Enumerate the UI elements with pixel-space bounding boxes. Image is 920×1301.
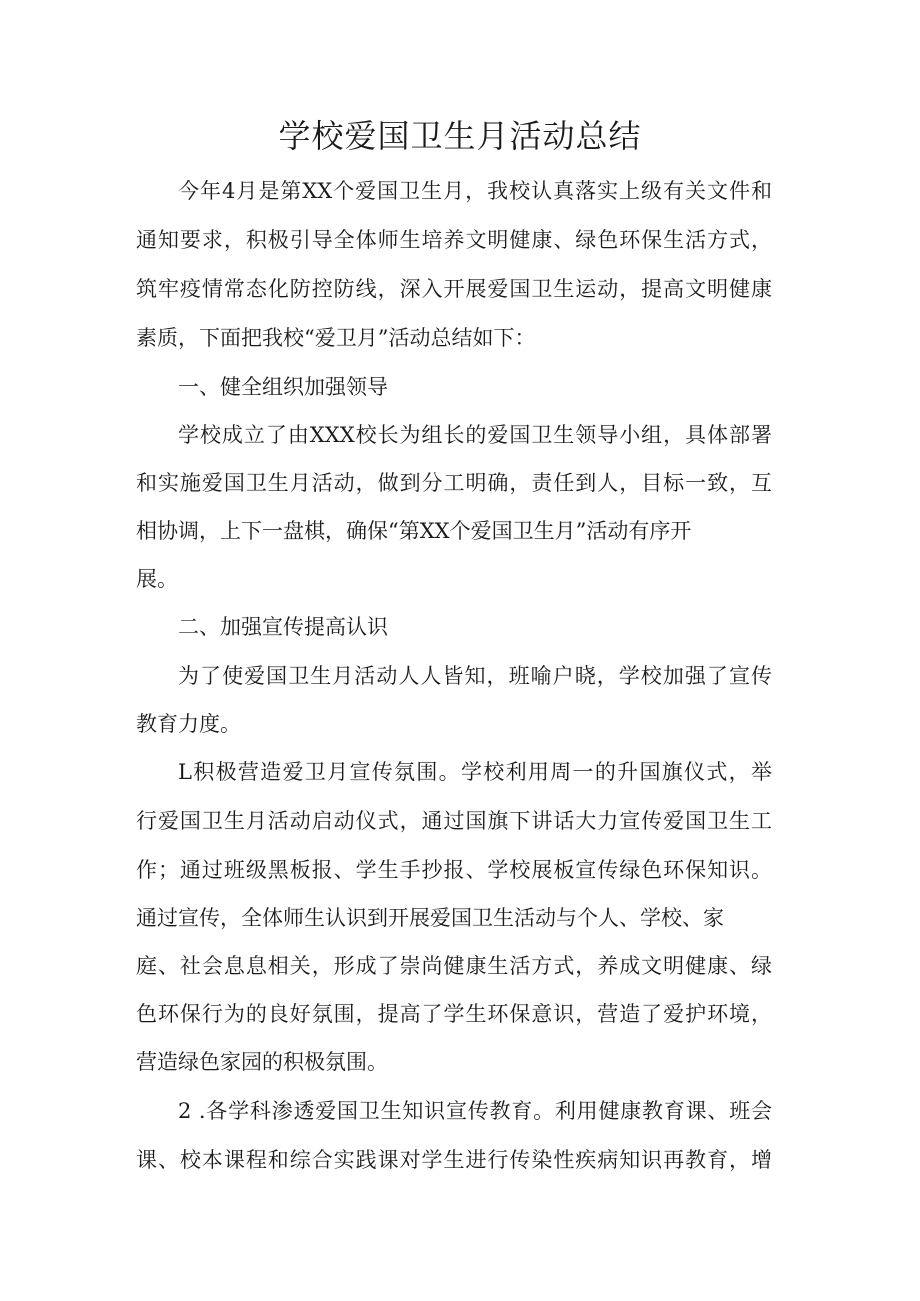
text-line: 筑牢疫情常态化防控防线，深入开展爱国卫生运动，提高文明健康 [136,277,772,301]
text-line: 色环保行为的良好氛围，提高了学生环保意识，营造了爱护环境， [136,1002,772,1026]
document-title: 学校爱国卫生月活动总结 [278,117,642,155]
text-line: 行爱国卫生月活动启动仪式，通过国旗下讲话大力宣传爱国卫生工 [136,809,772,833]
text-line: 通知要求，积极引导全体师生培养文明健康、绿色环保生活方式， [136,228,772,252]
text-line: 相协调，上下一盘棋，确保“第XX个爱国卫生月”活动有序开 [136,519,692,543]
text-line: 展。 [136,567,178,591]
text-line: 营造绿色家园的积极氛围。 [136,1050,388,1074]
text-line: 为了使爱国卫生月活动人人皆知，班喻户晓，学校加强了宣传 [178,664,772,688]
text-line: 2 .各学科渗透爱国卫生知识宣传教育。利用健康教育课、班会 [178,1099,772,1123]
text-line: 素质，下面把我校“爱卫月”活动总结如下： [136,326,536,350]
text-line: 今年4月是第XX个爱国卫生月，我校认真落实上级有关文件和 [178,179,772,203]
text-line: 庭、社会息息相关，形成了崇尚健康生活方式，养成文明健康、绿 [136,954,772,978]
text-line: 课、校本课程和综合实践课对学生进行传染性疾病知识再教育，增 [136,1148,772,1172]
text-line: 作；通过班级黑板报、学生手抄报、学校展板宣传绿色环保知识。 [136,858,772,882]
text-line: 通过宣传，全体师生认识到开展爱国卫生活动与个人、学校、家 [136,906,724,930]
section-heading: 二、加强宣传提高认识 [178,615,388,639]
text-line: L积极营造爱卫月宣传氛围。学校利用周一的升国旗仪式，举 [178,760,772,784]
text-line: 和实施爱国卫生月活动，做到分工明确，责任到人，目标一致，互 [136,471,772,495]
section-heading: 一、健全组织加强领导 [178,375,388,399]
text-line: 学校成立了由XXX校长为组长的爱国卫生领导小组，具体部署 [178,423,772,447]
text-line: 教育力度。 [136,712,241,736]
